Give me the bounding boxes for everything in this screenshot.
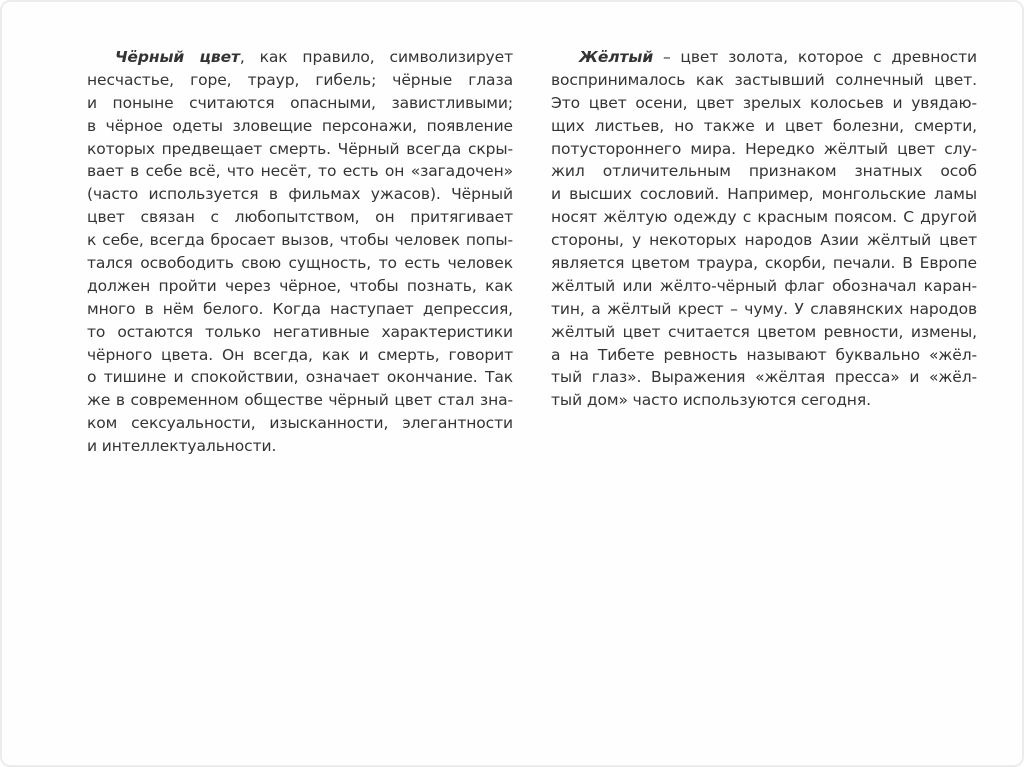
term-yellow-color: Жёлтый xyxy=(579,48,654,66)
paragraph-lead-line xyxy=(551,46,977,69)
text-line: вает в себе всё, что несёт, то есть он «загадочен» xyxy=(87,162,513,181)
text-line: же в современном обществе чёрный цвет стал зна- xyxy=(87,391,513,410)
text-line: а на Тибете ревность называют буквально «жёл- xyxy=(551,345,977,364)
text-line: является цветом траура, скорби, печали. В Европе xyxy=(551,254,977,273)
text-line: потустороннего мира. Нередко жёлтый цвет слу- xyxy=(551,139,977,158)
text-line: носят жёлтую одежду с красным поясом. С другой xyxy=(551,208,977,227)
text-line: в чёрное одеты зловещие персонажи, появление xyxy=(87,116,513,135)
text-line: цвет связан с любопытством, он притягивает xyxy=(87,208,513,227)
text-line: чёрного цвета. Он всегда, как и смерть, говорит xyxy=(87,345,513,364)
paragraph-last-line: тый дом» часто используются сегодня. xyxy=(551,391,871,410)
text-line: стороны, у некоторых народов Азии жёлтый цвет xyxy=(551,231,977,250)
text-line: о тишине и спокойствии, означает окончание. Так xyxy=(87,368,513,387)
text-line: жёлтый или жёлто-чёрный флаг обозначал каран- xyxy=(551,276,977,295)
text-line: тался освободить свою сущность, то есть человек xyxy=(87,254,513,273)
text-line: много в нём белого. Когда наступает депрессия, xyxy=(87,299,513,318)
term-black-color: Чёрный цвет xyxy=(115,48,240,66)
paragraph-last-line: и интеллектуальности. xyxy=(87,437,277,456)
text-line: тый глаз». Выражения «жёлтая пресса» и «жёл- xyxy=(551,368,977,387)
text-line: должен пройти через чёрное, чтобы познать, как xyxy=(87,276,513,295)
text-line: жёлтый цвет считается цветом ревности, измены, xyxy=(551,322,977,341)
column-yellow-color-text xyxy=(551,46,977,412)
text-line: и поныне считаются опасными, завистливыми; xyxy=(87,93,513,112)
text-line: несчастье, горе, траур, гибель; чёрные глаза xyxy=(87,70,513,89)
text-line: щих листьев, но также и цвет болезни, смерти, xyxy=(551,116,977,135)
text-line: воспринималось как застывший солнечный цвет. xyxy=(551,70,977,89)
text-line: которых предвещает смерть. Чёрный всегда скры- xyxy=(87,139,513,158)
paragraph-lead-line xyxy=(87,46,513,69)
lead-line-rest: , как правило, символизирует xyxy=(239,48,513,66)
lead-line-rest: – цвет золота, которое с древности xyxy=(653,48,977,66)
text-line: жил отличительным признаком знатных особ xyxy=(551,162,977,181)
column-black-color-text xyxy=(87,46,513,458)
text-line: тин, а жёлтый крест – чуму. У славянских народов xyxy=(551,299,977,318)
text-line: Это цвет осени, цвет зрелых колосьев и увядаю- xyxy=(551,93,977,112)
text-line: то остаются только негативные характеристики xyxy=(87,322,513,341)
text-line: и высших сословий. Например, монгольские ламы xyxy=(551,185,977,204)
text-line: ком сексуальности, изысканности, элегантности xyxy=(87,414,513,433)
text-line: (часто используется в фильмах ужасов). Чёрный xyxy=(87,185,513,204)
text-line: к себе, всегда бросает вызов, чтобы человек попы- xyxy=(87,231,513,250)
